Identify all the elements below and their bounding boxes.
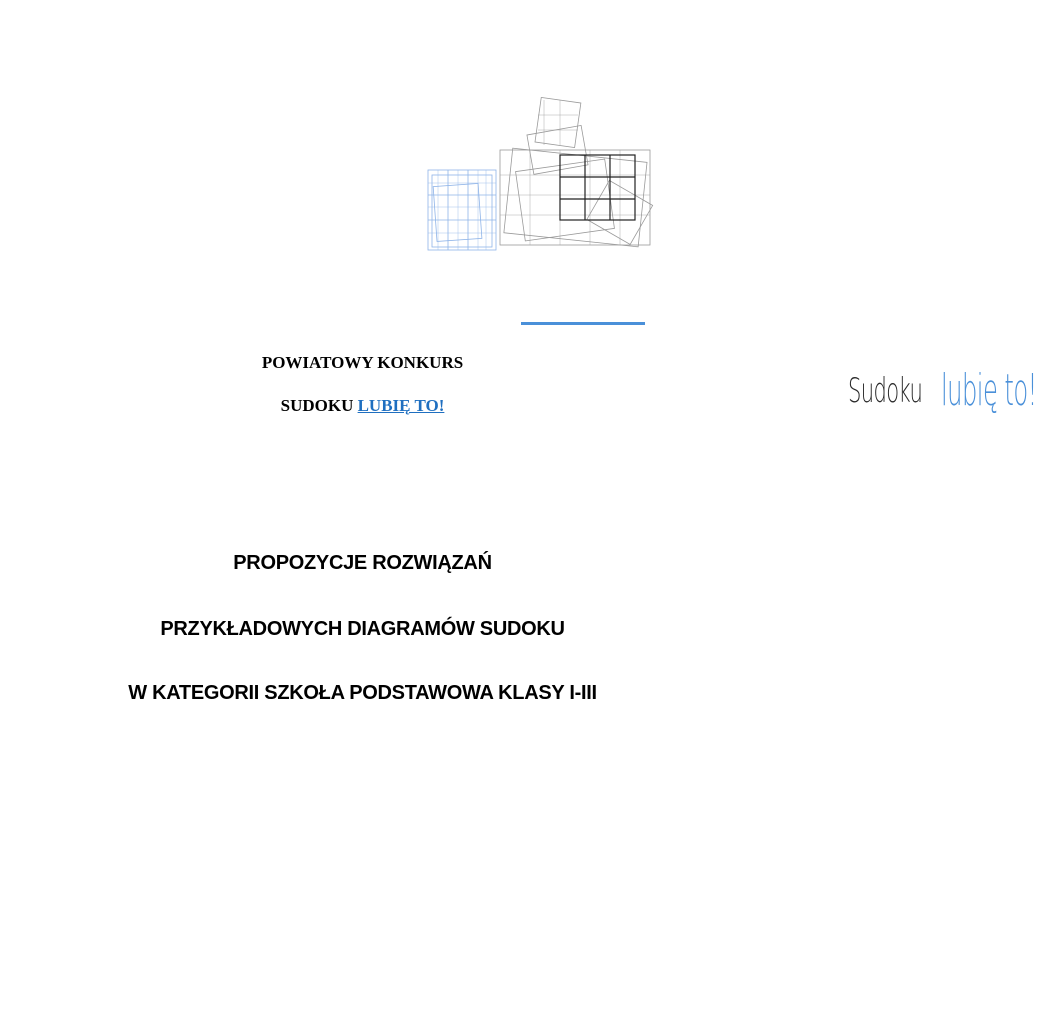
heading-diagramow: PRZYKŁADOWYCH DIAGRAMÓW SUDOKU — [160, 618, 565, 640]
logo-lubie-to-word: lubię to! — [941, 365, 1037, 416]
sudoku-logo-graphic — [420, 95, 1037, 416]
thumbs-up-sudoku-icon — [420, 95, 660, 275]
contest-lubie-to-link[interactable]: LUBIĘ TO! — [357, 396, 445, 415]
contest-title-line1: POWIATOWY KONKURS — [261, 353, 464, 372]
logo-underline — [521, 322, 645, 325]
heading-propozycje: PROPOZYCJE ROZWIĄZAŃ — [233, 552, 492, 574]
contest-title-line2 — [0, 396, 725, 416]
heading-kategorii: W KATEGORII SZKOŁA PODSTAWOWA KLASY I-III — [128, 682, 597, 704]
contest-title-prefix: SUDOKU — [280, 396, 354, 415]
logo-sudoku-word: Sudoku — [848, 371, 923, 411]
